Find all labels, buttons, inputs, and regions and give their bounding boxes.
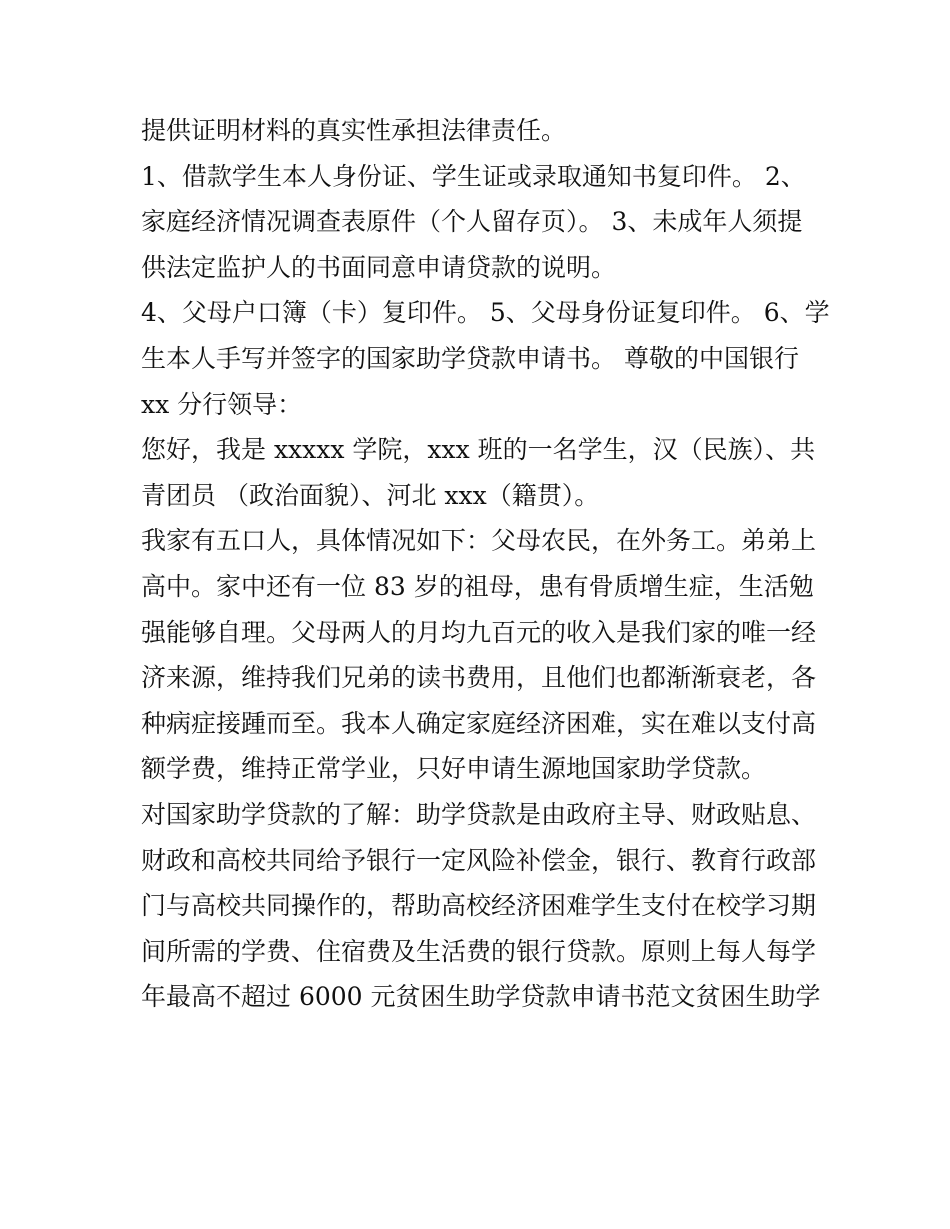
document-body: [141, 108, 830, 1020]
text-line: 济来源，维持我们兄弟的读书费用，且他们也都渐渐衰老，各: [141, 663, 817, 693]
text-line: 高中。家中还有一位 83 岁的祖母，患有骨质增生症，生活勉: [141, 571, 814, 601]
text-line: 1、借款学生本人身份证、学生证或录取通知书复印件。 2、: [141, 161, 806, 191]
text-line: 对国家助学贷款的了解：助学贷款是由政府主导、财政贴息、: [141, 799, 817, 829]
text-line: xx 分行领导：: [141, 389, 303, 419]
text-line: 强能够自理。父母两人的月均九百元的收入是我们家的唯一经: [141, 617, 817, 647]
text-line: 额学费，维持正常学业，只好申请生源地国家助学贷款。: [141, 754, 767, 784]
text-line: 家庭经济情况调查表原件（个人留存页）。 3、未成年人须提: [141, 207, 803, 237]
text-line: 供法定监护人的书面同意申请贷款的说明。: [141, 252, 617, 282]
text-line: 您好，我是 xxxxx 学院，xxx 班的一名学生，汉（民族）、共: [141, 435, 816, 465]
text-line: 生本人手写并签字的国家助学贷款申请书。 尊敬的中国银行: [141, 343, 799, 373]
text-line: 青团员 （政治面貌）、河北 xxx（籍贯）。: [141, 480, 600, 510]
text-line: 门与高校共同操作的，帮助高校经济困难学生支付在校学习期: [141, 891, 817, 921]
text-line: 种病症接踵而至。我本人确定家庭经济困难，实在难以支付高: [141, 708, 817, 738]
text-line: 我家有五口人，具体情况如下：父母农民，在外务工。弟弟上: [141, 526, 817, 556]
text-line: 4、父母户口簿（卡）复印件。 5、父母身份证复印件。 6、学: [141, 298, 830, 328]
text-line: 提供证明材料的真实性承担法律责任。: [141, 116, 567, 145]
text-line: 间所需的学费、住宿费及生活费的银行贷款。原则上每人每学: [141, 936, 817, 966]
text-line: 年最高不超过 6000 元贫困生助学贷款申请书范文贫困生助学: [141, 982, 821, 1012]
text-line: 财政和高校共同给予银行一定风险补偿金，银行、教育行政部: [141, 845, 817, 875]
